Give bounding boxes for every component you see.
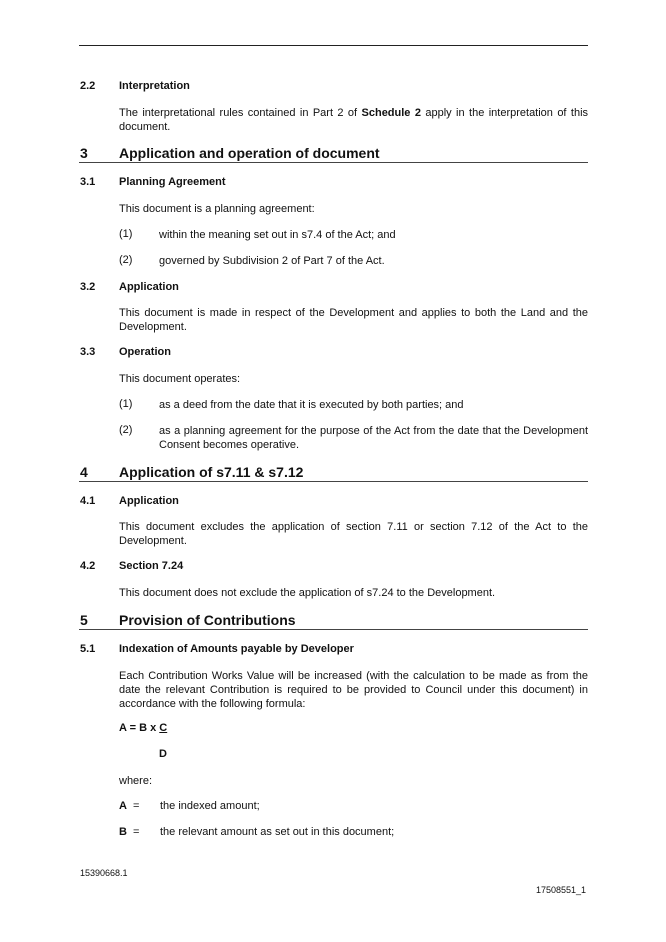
heading-rule (79, 162, 588, 163)
section-heading: Application (119, 495, 179, 507)
paragraph-bold-text: Schedule 2 (361, 107, 421, 119)
formula-lhs: A = B x (119, 722, 160, 734)
paragraph: This document excludes the application of section 7.11 or section 7.12 of the Act to the Development. (119, 521, 588, 547)
chapter-heading: Provision of Contributions (119, 612, 296, 628)
header-rule (79, 45, 588, 46)
paragraph: This document is a planning agreement: (119, 203, 315, 215)
section-heading: Operation (119, 346, 171, 358)
paragraph-text: The interpretational rules contained in Part 2 of (119, 107, 362, 119)
where-label: where: (119, 775, 153, 787)
list-item-number: (1) (119, 398, 133, 410)
definition-text: the relevant amount as set out in this document; (160, 826, 395, 838)
list-item-number: (2) (119, 424, 133, 436)
chapter-number: 4 (80, 464, 88, 480)
section-number: 3.2 (80, 281, 96, 293)
chapter-number: 3 (80, 145, 88, 161)
paragraph: This document does not exclude the application of s7.24 to the Development. (119, 587, 496, 599)
formula (119, 722, 167, 734)
heading-rule (79, 481, 588, 482)
section-heading: Planning Agreement (119, 176, 226, 188)
formula-numerator: C (159, 722, 168, 734)
definition-equals: = (133, 826, 140, 838)
chapter-heading: Application of s7.11 & s7.12 (119, 464, 304, 480)
section-number: 3.3 (80, 346, 96, 358)
heading-rule (79, 629, 588, 630)
paragraph-text: apply in the interpretation of this document. (119, 107, 589, 133)
section-heading: Section 7.24 (119, 560, 184, 572)
list-item-text: within the meaning set out in s7.4 of the Act; and (159, 229, 396, 241)
footer-document-id-left: 15390668.1 (80, 868, 128, 878)
section-number: 2.2 (80, 80, 96, 92)
section-number: 5.1 (80, 643, 96, 655)
footer-document-id-right: 17508551_1 (536, 885, 587, 895)
formula-denominator: D (159, 748, 167, 760)
list-item-number: (1) (119, 228, 133, 240)
paragraph: This document operates: (119, 373, 241, 385)
list-item-number: (2) (119, 254, 133, 266)
section-number: 3.1 (80, 176, 96, 188)
list-item-text: as a planning agreement for the purpose of the Act from the date that the Development Consent becomes operative. (159, 425, 588, 451)
section-heading: Indexation of Amounts payable by Developer (119, 643, 354, 655)
paragraph: This document is made in respect of the Development and applies to both the Land and the Development. (119, 307, 588, 333)
list-item-text: as a deed from the date that it is executed by both parties; and (159, 399, 464, 411)
paragraph (119, 106, 588, 134)
chapter-number: 5 (80, 612, 88, 628)
definition-equals: = (133, 800, 140, 812)
chapter-heading: Application and operation of document (119, 145, 380, 161)
paragraph: Each Contribution Works Value will be increased (with the calculation to be made as from the date the relevant Contribution is required to be provided to Council under this document) in accordance with the following formula: (119, 670, 588, 710)
definition-symbol: B (119, 826, 127, 838)
section-heading: Application (119, 281, 179, 293)
section-number: 4.2 (80, 560, 96, 572)
definition-text: the indexed amount; (160, 800, 260, 812)
list-item-text: governed by Subdivision 2 of Part 7 of the Act. (159, 255, 385, 267)
section-heading: Interpretation (119, 80, 190, 92)
section-number: 4.1 (80, 495, 96, 507)
definition-symbol: A (119, 800, 127, 812)
